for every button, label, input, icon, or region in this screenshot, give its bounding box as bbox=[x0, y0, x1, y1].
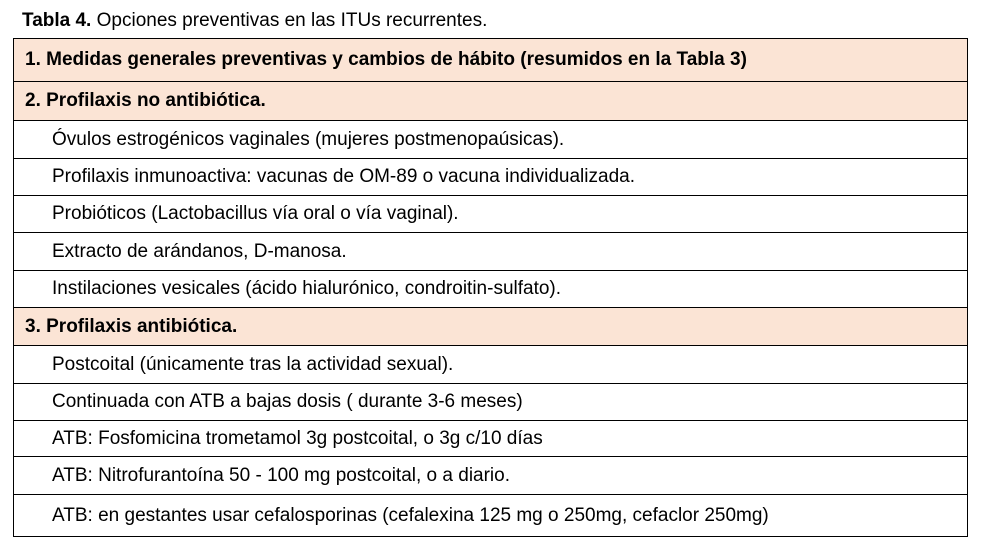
table-row bbox=[14, 457, 968, 495]
table-row bbox=[14, 233, 968, 271]
table-row bbox=[14, 121, 968, 159]
table-row bbox=[14, 196, 968, 233]
table-row bbox=[14, 271, 968, 308]
table-row bbox=[14, 421, 968, 457]
caption-label: Tabla 4. bbox=[22, 10, 92, 31]
table-cell: Óvulos estrogénicos vaginales (mujeres postmenopaúsicas). bbox=[14, 121, 968, 159]
table-cell: Continuada con ATB a bajas dosis ( durante 3-6 meses) bbox=[14, 384, 968, 421]
section-heading-antibiotic: 3. Profilaxis antibiótica. bbox=[14, 308, 968, 346]
table-row bbox=[14, 159, 968, 196]
section-heading-general-measures: 1. Medidas generales preventivas y cambios de hábito (resumidos en la Tabla 3) bbox=[14, 39, 968, 82]
table-cell: ATB: Nitrofurantoína 50 - 100 mg postcoital, o a diario. bbox=[14, 457, 968, 495]
table-cell: Instilaciones vesicales (ácido hialurónico, condroitin-sulfato). bbox=[14, 271, 968, 308]
table-row bbox=[14, 346, 968, 384]
table-cell: Probióticos (Lactobacillus vía oral o vía vaginal). bbox=[14, 196, 968, 233]
table-row bbox=[14, 39, 968, 82]
table-cell: Profilaxis inmunoactiva: vacunas de OM-89 o vacuna individualizada. bbox=[14, 159, 968, 196]
table-row bbox=[14, 384, 968, 421]
table-cell: Postcoital (únicamente tras la actividad sexual). bbox=[14, 346, 968, 384]
table-cell: ATB: Fosfomicina trometamol 3g postcoital, o 3g c/10 días bbox=[14, 421, 968, 457]
table-cell: Extracto de arándanos, D-manosa. bbox=[14, 233, 968, 271]
table-cell: ATB: en gestantes usar cefalosporinas (cefalexina 125 mg o 250mg, cefaclor 250mg) bbox=[14, 495, 968, 537]
table-row bbox=[14, 82, 968, 121]
table-caption bbox=[22, 9, 487, 33]
table-row bbox=[14, 495, 968, 537]
section-heading-non-antibiotic: 2. Profilaxis no antibiótica. bbox=[14, 82, 968, 121]
caption-text: Opciones preventivas en las ITUs recurrentes. bbox=[91, 10, 488, 31]
table-row bbox=[14, 308, 968, 346]
prevention-options-table bbox=[13, 38, 968, 537]
